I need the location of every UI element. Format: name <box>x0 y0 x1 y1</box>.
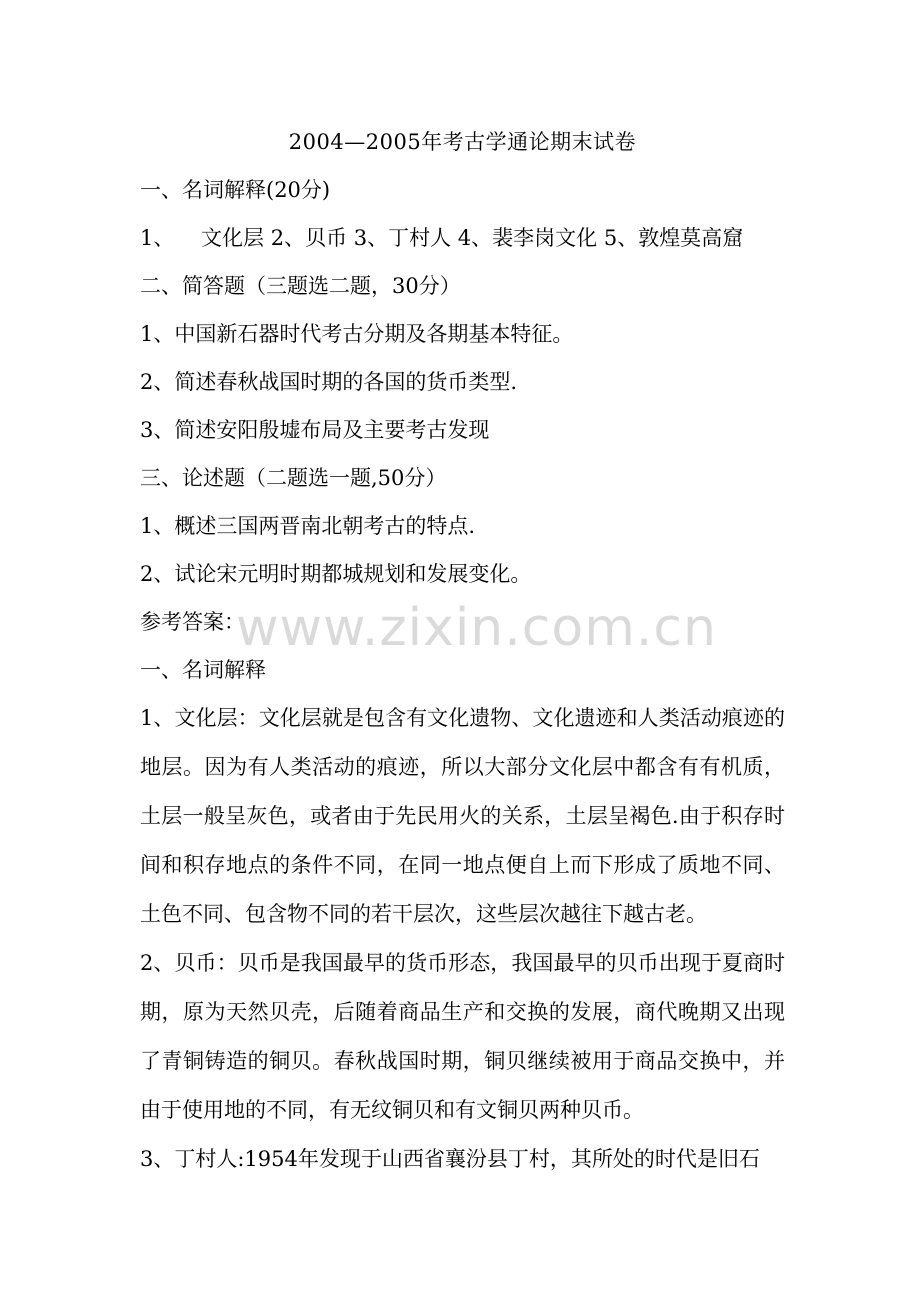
answer-paragraph-1: 1、文化层：文化层就是包含有文化遗物、文化遗迹和人类活动痕迹的地层。因为有人类活动的痕迹，所以大部分文化层中都含有有机质，土层一般呈灰色，或者由于先民用火的关系，土层呈褐色.由于积存时间和积存地点的条件不同，在同一地点便自上而下形成了质地不同、土色不同、包含物不同的若干层次，这些层次越往下越古老。 <box>140 706 785 926</box>
short-answer-question-2: 2、简述春秋战国时期的各国的货币类型. <box>140 370 518 394</box>
answer-paragraph-3: 3、丁村人:1954年发现于山西省襄汾县丁村，其所处的时代是旧石 <box>140 1147 760 1171</box>
section-heading-terms: 一、名词解释(20分) <box>140 178 331 202</box>
essay-question-2: 2、试论宋元明时期都城规划和发展变化。 <box>140 562 532 586</box>
answers-section-terms: 一、名词解释 <box>140 658 266 682</box>
answers-heading: 参考答案： <box>140 610 245 634</box>
watermark: www.zixin.com.cn <box>236 598 717 658</box>
section-heading-short-answer: 二、简答题（三题选二题，30分） <box>140 274 461 298</box>
short-answer-question-3: 3、简述安阳殷墟布局及主要考古发现 <box>140 418 490 442</box>
terms-list: 1、 文化层 2、贝币 3、丁村人 4、裴李岗文化 5、敦煌莫高窟 <box>140 226 744 250</box>
short-answer-question-1: 1、中国新石器时代考古分期及各期基本特征。 <box>140 322 574 346</box>
section-heading-essay: 三、论述题（二题选一题,50分） <box>140 466 447 490</box>
answer-paragraph-2: 2、贝币：贝币是我国最早的货币形态，我国最早的贝币出现于夏商时期，原为天然贝壳，后随着商品生产和交换的发展，商代晚期又出现了青铜铸造的铜贝。春秋战国时期，铜贝继续被用于商品交换中，并由于使用地的不同，有无纹铜贝和有文铜贝两种贝币。 <box>140 951 785 1122</box>
essay-question-1: 1、概述三国两晋南北朝考古的特点. <box>140 514 476 538</box>
document-title: 2004—2005年考古学通论期末试卷 <box>288 130 637 154</box>
document-body <box>140 118 785 1184</box>
